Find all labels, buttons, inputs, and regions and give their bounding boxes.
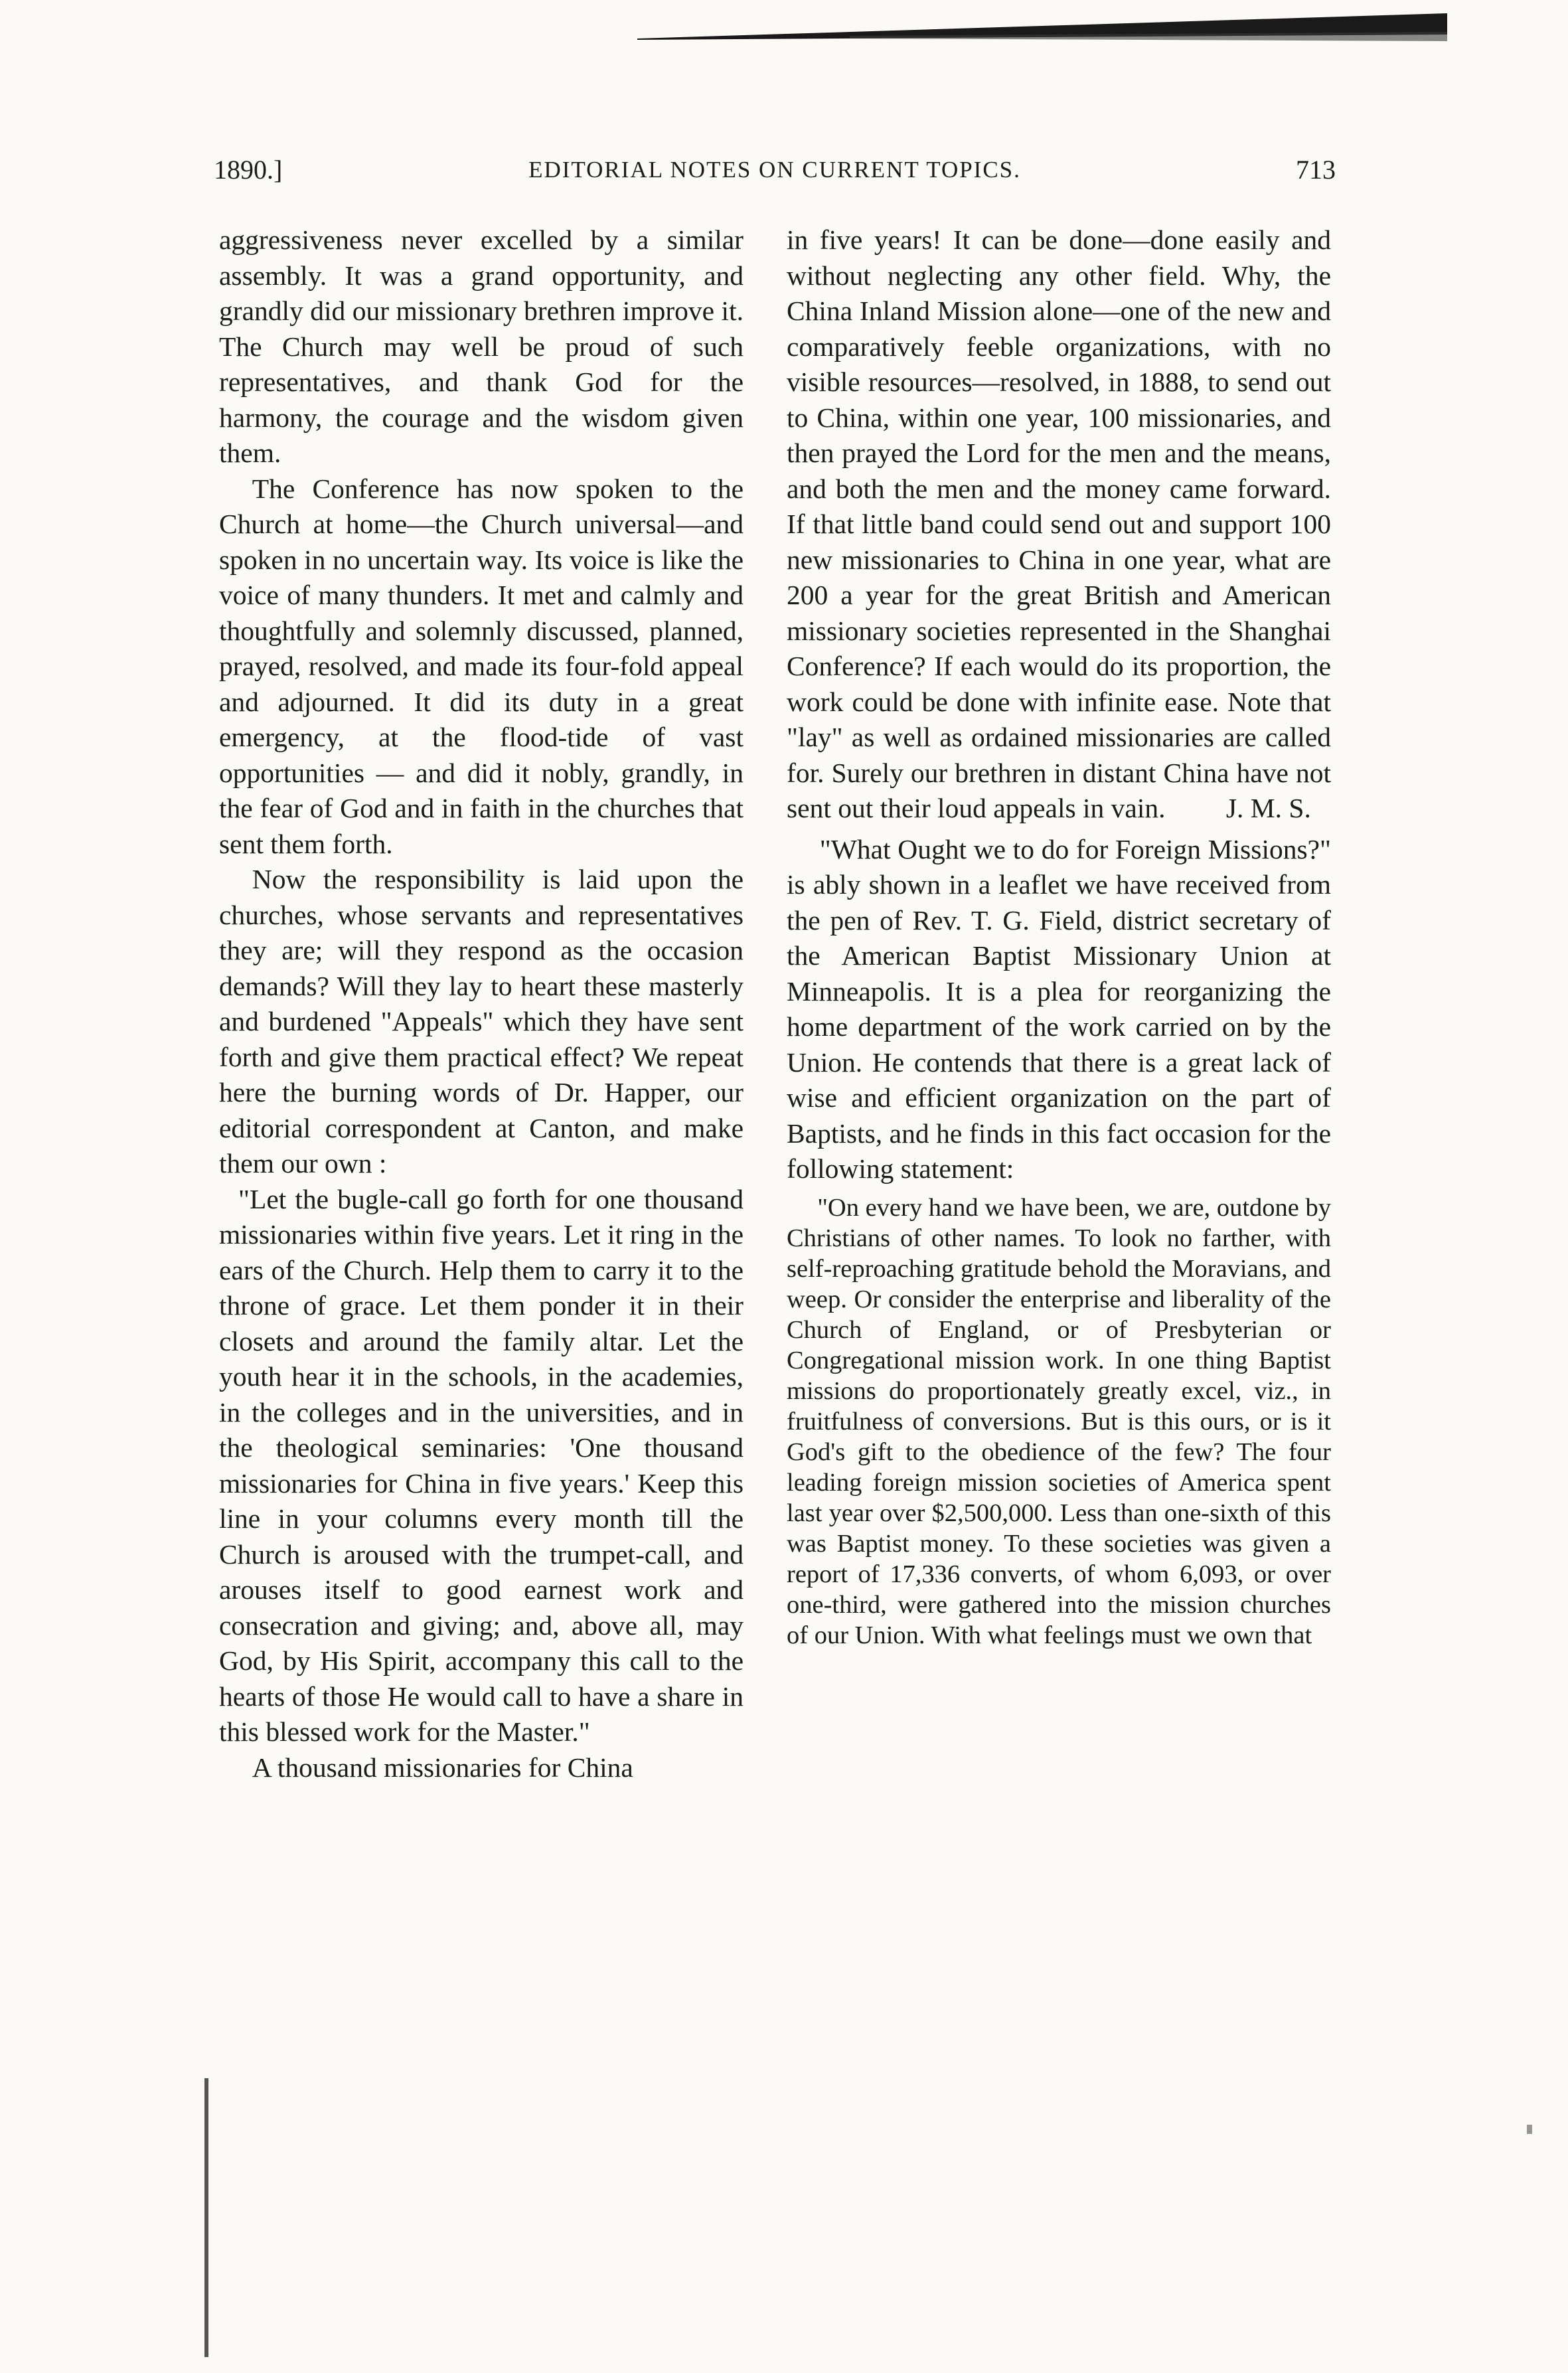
right-quote-paragraph: "On every hand we have been, we are, outdone by Christians of other names. To look no farther, with self-reproaching gratitude behold the Moravians, and weep. Or consider the enterprise and liberality of the Church of England, or of Presbyterian or Congregational mission work. In one thing Baptist missions do proportionately greatly excel, viz., in fruitfulness of conversions. But is this ours, or is it God's gift to the obedience of the few? The four leading foreign mission societies of America spent last year over $2,500,000. Less than one-sixth of this was Baptist money. To these societies was given a report of 17,336 converts, of whom 6,093, or over one-third, were gathered into the mission churches of our Union. With what feelings must we own that xyxy=(787,1193,1331,1649)
left-paragraph-3: Now the responsibility is laid upon the churches, whose servants and representatives they are; will they respond as the occasion demands? Will they lay to heart these masterly and burdened "Appeals" which they have sent forth and give them practical effect? We repeat here the burning words of Dr. Happer, our editorial correspondent at Canton, and make them our own : xyxy=(219,864,744,1179)
scan-speck xyxy=(1527,2125,1532,2134)
right-paragraph-1 xyxy=(787,222,1331,827)
top-rule-bar xyxy=(637,12,1447,52)
left-paragraph-5: A thousand missionaries for China xyxy=(252,1752,633,1783)
left-quote-paragraph: "Let the bugle-call go forth for one thousand missionaries within five years. Let it ring in the ears of the Church. Help them to carry it to the throne of grace. Let them ponder it in their closets and around the family altar. Let the youth hear it in the schools, in the academies, in the colleges and in the universities, and in the theological seminaries: 'One thousand missionaries for China in five years.' Keep this line in your columns every month till the Church is aroused with the trumpet-call, and arouses itself to good earnest work and consecration and giving; and, above all, may God, by His Spirit, accompany this call to the hearts of those He would call to have a share in this blessed work for the Master." xyxy=(219,1183,744,1747)
page-number: 713 xyxy=(1296,155,1336,185)
right-column xyxy=(787,222,1331,1651)
right-paragraph-1-text: in five years! It can be done—done easily and without neglecting any other field. Why, the China Inland Mission alone—one of the new and comparatively feeble organizations, with no visible resources—resolved, in 1888, to send out to China, within one year, 100 missionaries, and then prayed the Lord for the men and the means, and both the men and the money came forward. If that little band could send out and support 100 new missionaries to China in one year, what are 200 a year for the great British and American missionary societies represented in the Shanghai Conference? If each would do its proportion, the work could be done with infinite ease. Note that "lay" as well as ordained missionaries are called for. Surely our brethren in distant China have not sent out their loud appeals in vain. xyxy=(787,224,1331,823)
right-paragraph-2: "What Ought we to do for Foreign Missions?" is ably shown in a leaflet we have received from the pen of Rev. T. G. Field, district secretary of the American Baptist Missionary Union at Minneapolis. It is a plea for reorganizing the home department of the work carried on by the Union. He contends that there is a great lack of wise and efficient organization on the part of Baptists, and he finds in this fact occasion for the following statement: xyxy=(787,833,1331,1184)
header-title: EDITORIAL NOTES ON CURRENT TOPICS. xyxy=(528,157,1021,183)
signature: J. M. S. xyxy=(1225,793,1311,823)
scan-edge-mark xyxy=(204,2078,208,2357)
running-header xyxy=(214,154,1336,194)
left-paragraph-1: aggressiveness never excelled by a similar assembly. It was a grand opportunity, and grandly did our missionary brethren improve it. The Church may well be proud of such representatives, and thank God for the harmony, the courage and the wisdom given them. xyxy=(219,224,744,468)
header-year: 1890.] xyxy=(214,155,283,185)
left-column xyxy=(219,222,744,1785)
left-paragraph-2: The Conference has now spoken to the Church at home—the Church universal—and spoken in no uncertain way. Its voice is like the voice of many thunders. It met and calmly and thoughtfully and solemnly discussed, planned, prayed, resolved, and made its four-fold appeal and adjourned. It did its duty in a great emergency, at the flood-tide of vast opportunities — and did it nobly, grandly, in the fear of God and in faith in the churches that sent them forth. xyxy=(219,473,744,859)
